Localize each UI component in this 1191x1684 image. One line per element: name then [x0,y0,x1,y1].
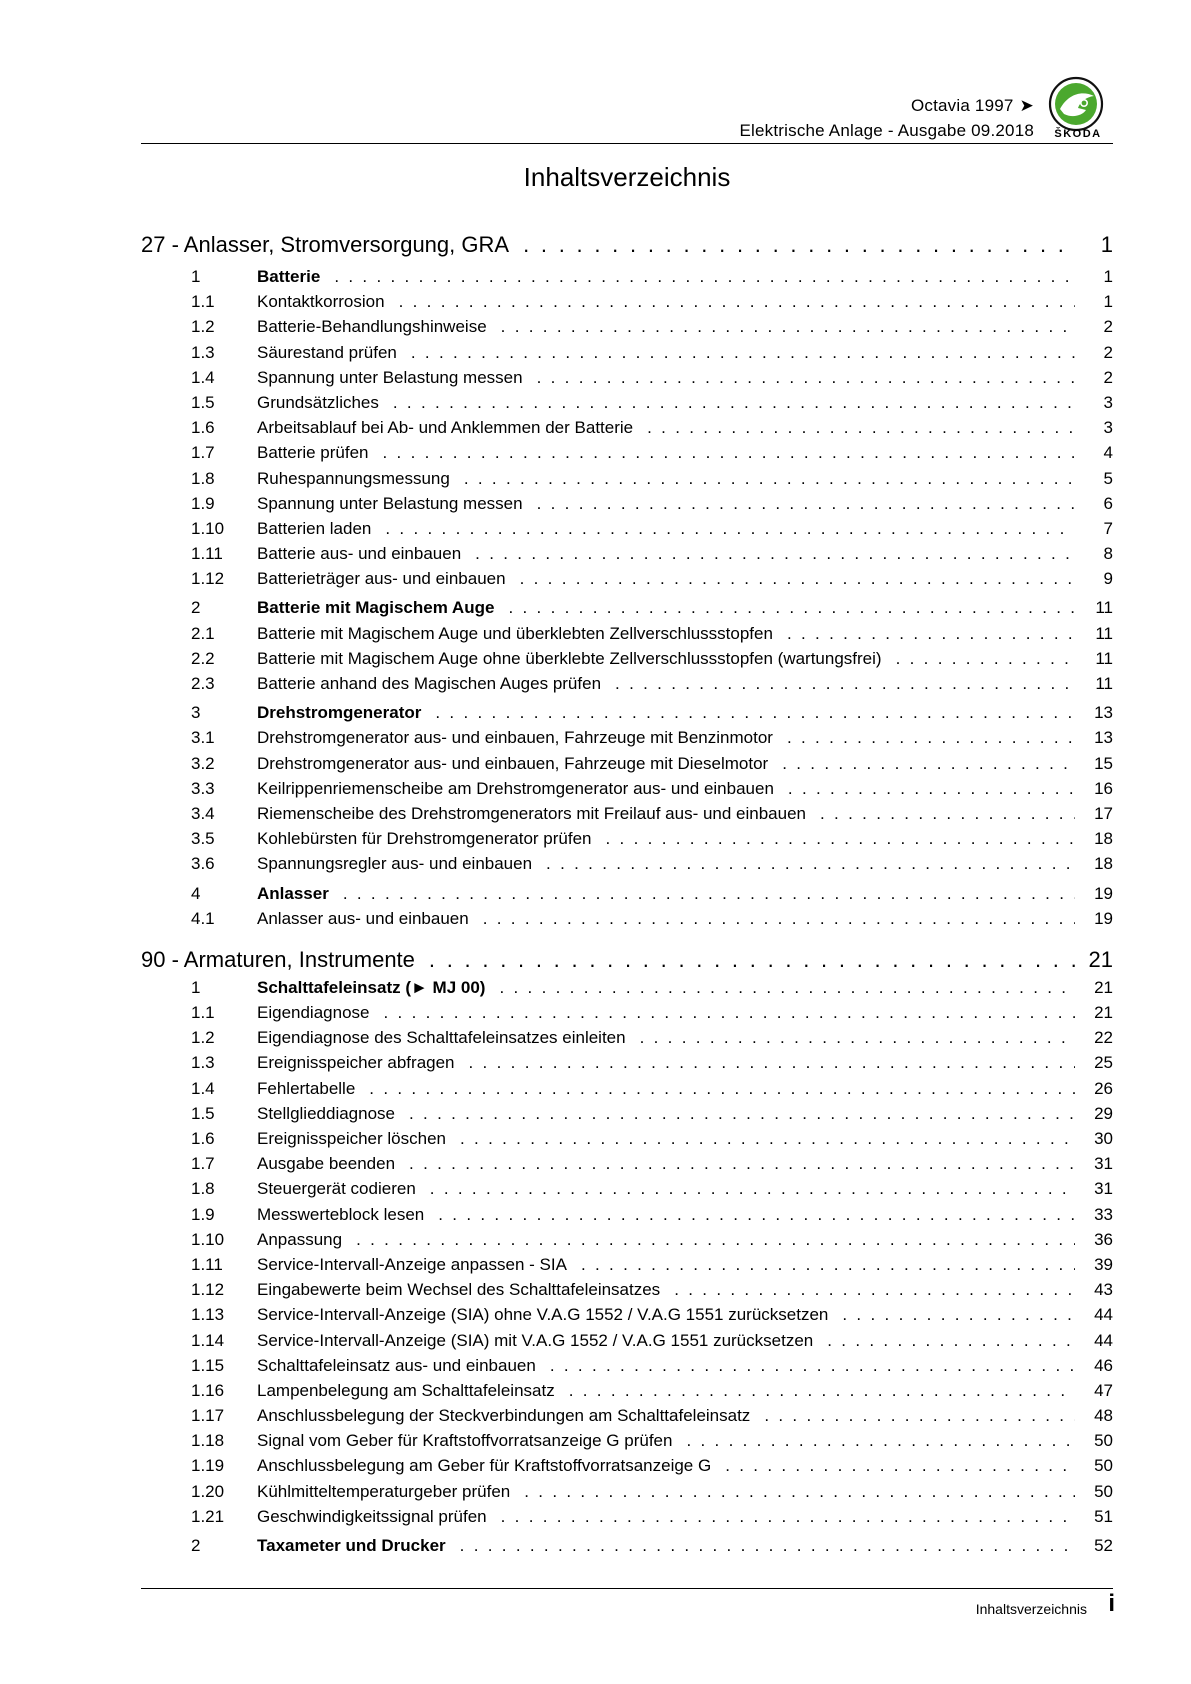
toc-num: 1.16 [191,1380,225,1400]
leader-dots [537,365,1075,390]
leader-dots [369,1076,1075,1101]
leader-dots [383,440,1075,465]
leader-dots [393,390,1075,415]
leader-dots [827,1328,1075,1353]
toc-text: Ereignisspeicher abfragen [257,1053,455,1073]
toc-text: Service-Intervall-Anzeige anpassen - SIA [257,1254,567,1274]
toc-text: Batterieträger aus- und einbauen [257,569,506,589]
toc-text: Keilrippenriemenscheibe am Drehstromgenerator aus- und einbauen [257,778,774,798]
toc-page-number: 21 [1094,1003,1113,1023]
toc-row[interactable] [141,1328,1113,1353]
toc-page-number: 19 [1094,883,1113,903]
toc-page-number: 26 [1094,1078,1113,1098]
toc-page-number: 50 [1094,1431,1113,1451]
leader-dots [537,491,1075,516]
toc-text: Drehstromgenerator [257,703,422,723]
toc-page-number: 5 [1103,468,1113,488]
toc-text: Spannung unter Belastung messen [257,493,523,513]
toc-row[interactable] [141,566,1113,591]
toc-page-number: 44 [1094,1305,1113,1325]
toc-page-number: 25 [1094,1053,1113,1073]
toc-text: Spannung unter Belastung messen [257,367,523,387]
toc-text: Kontaktkorrosion [257,292,385,312]
toc-num: 1.13 [191,1305,225,1325]
toc-page-number: 2 [1103,367,1113,387]
toc-num: 1.11 [191,1254,223,1274]
toc-chapter-title: 27 - Anlasser, Stromversorgung, GRA [141,232,510,257]
toc-row[interactable] [141,1479,1113,1504]
toc-num: 3.4 [191,803,215,823]
toc-row[interactable] [141,1302,1113,1327]
toc-row[interactable] [141,1403,1113,1428]
toc-num: 1.10 [191,518,225,538]
toc-text: Schalttafeleinsatz aus- und einbauen [257,1355,536,1375]
toc-num: 2 [191,598,201,618]
toc-text: Eigendiagnose des Schalttafeleinsatzes einleiten [257,1028,626,1048]
toc-page-number: 21 [1094,977,1113,997]
toc-num: 3.6 [191,854,215,874]
toc-text: Kohlebürsten für Drehstromgenerator prüfen [257,829,592,849]
toc-num: 3.1 [191,728,215,748]
toc-page-number: 13 [1094,703,1113,723]
toc-section-row[interactable] [141,700,1113,725]
toc-page-number: 19 [1094,908,1113,928]
toc-row[interactable] [141,340,1113,365]
leader-dots [523,229,1075,260]
toc-num: 1 [191,977,201,997]
toc-page-number: 6 [1103,493,1113,513]
leader-dots [383,1000,1075,1025]
leader-dots [343,881,1075,906]
toc-num: 1.6 [191,418,215,438]
toc-row[interactable] [141,314,1113,339]
toc-row[interactable] [141,776,1113,801]
toc-text: Riemenscheibe des Drehstromgenerators mit Freilauf aus- und einbauen [257,803,807,823]
toc-num: 1.12 [191,569,225,589]
leader-dots [409,1151,1075,1176]
toc-page-number: 29 [1094,1103,1113,1123]
toc-page-number: 48 [1094,1406,1113,1426]
toc-num: 1.4 [191,1078,215,1098]
toc-text: Eigendiagnose [257,1003,370,1023]
toc-text: Ausgabe beenden [257,1154,396,1174]
leader-dots [520,566,1075,591]
toc-num: 1.1 [191,292,215,312]
toc-text: Batterie aus- und einbauen [257,544,462,564]
toc-text: Steuergerät codieren [257,1179,416,1199]
toc-num: 4 [191,883,201,903]
toc-page-number: 4 [1103,443,1113,463]
footer-divider [141,1588,1113,1589]
toc-num: 1.8 [191,468,215,488]
toc-num: 1.5 [191,1103,215,1123]
toc-page-number: 51 [1094,1506,1113,1526]
leader-dots [438,1202,1075,1227]
toc-text: Batterie mit Magischem Auge und überklebten Zellverschlussstopfen [257,623,773,643]
toc-row[interactable] [141,541,1113,566]
toc-row[interactable] [141,1453,1113,1478]
leader-dots [782,751,1075,776]
leader-dots [787,725,1075,750]
toc-num: 1.9 [191,493,215,513]
toc-text: Batterie-Behandlungshinweise [257,317,487,337]
toc-page-number: 9 [1103,569,1113,589]
toc-num: 1.4 [191,367,215,387]
toc-text: Batterie mit Magischem Auge ohne überklebte Zellverschlussstopfen (wartungsfrei) [257,648,882,668]
toc-row[interactable] [141,1277,1113,1302]
toc-row[interactable] [141,1227,1113,1252]
toc-row[interactable] [141,516,1113,541]
toc-section-row[interactable] [141,1533,1113,1558]
toc-num: 1.14 [191,1330,225,1350]
toc-num: 1.7 [191,1154,215,1174]
toc-text: Fehlertabelle [257,1078,356,1098]
toc-text: Batterie prüfen [257,443,369,463]
toc-num: 2 [191,1536,201,1555]
toc-num: 2.3 [191,674,215,693]
toc-page-number: 2 [1103,342,1113,362]
toc-text: Arbeitsablauf bei Ab- und Anklemmen der Batterie [257,418,634,438]
toc-num: 1.1 [191,1003,215,1023]
toc-page-number: 36 [1094,1229,1113,1249]
toc-text: Spannungsregler aus- und einbauen [257,854,533,874]
leader-dots [409,1101,1075,1126]
toc-row[interactable] [141,646,1113,671]
footer-page-number: i [1108,1590,1115,1617]
arrow-icon: ➤ [1019,96,1034,115]
toc-page-number: 31 [1094,1154,1113,1174]
toc-page-number: 21 [1088,946,1113,972]
toc-row[interactable] [141,1050,1113,1075]
leader-dots [674,1277,1075,1302]
leader-dots [788,776,1075,801]
toc-num: 3.3 [191,778,215,798]
toc-num: 1.12 [191,1280,225,1300]
toc-row[interactable] [141,289,1113,314]
toc-text: Eingabewerte beim Wechsel des Schalttafeleinsatzes [257,1280,661,1300]
toc-num: 1.3 [191,342,215,362]
leader-dots [411,340,1075,365]
page-title: Inhaltsverzeichnis [523,162,731,192]
toc-num: 1.2 [191,317,215,337]
toc-text: Service-Intervall-Anzeige (SIA) ohne V.A.G 1552 / V.A.G 1551 zurücksetzen [257,1305,829,1325]
header-model: Octavia 1997 ➤ [910,96,1034,115]
leader-dots [499,975,1075,1000]
toc-num: 1.20 [191,1481,225,1501]
toc-page-number: 15 [1094,753,1113,773]
toc-row[interactable] [141,1000,1113,1025]
toc-num: 1.21 [191,1506,225,1526]
toc-row[interactable] [141,1504,1113,1529]
toc-num: 2.1 [191,623,215,643]
leader-dots [475,541,1075,566]
toc-chapter-title: 90 - Armaturen, Instrumente [141,946,415,972]
toc-page-number: 8 [1103,544,1113,564]
toc-text: Drehstromgenerator aus- und einbauen, Fahrzeuge mit Benzinmotor [257,728,773,748]
toc-row[interactable] [141,621,1113,646]
toc-row[interactable] [141,1151,1113,1176]
toc-num: 1.15 [191,1355,225,1375]
toc-row[interactable] [141,1252,1113,1277]
toc-page-number: 17 [1094,803,1113,823]
toc-text: Anlasser aus- und einbauen [257,908,469,928]
leader-dots [686,1428,1075,1453]
toc-num: 1.11 [191,544,223,564]
toc-page-number: 11 [1095,623,1113,643]
leader-dots [464,466,1075,491]
leader-dots [399,289,1075,314]
header-divider [141,143,1113,144]
leader-dots [550,1353,1075,1378]
leader-dots [469,1050,1075,1075]
leader-dots [460,1533,1075,1558]
toc-text: Signal vom Geber für Kraftstoffvorratsanzeige G prüfen [257,1431,673,1451]
toc-page-number: 22 [1094,1028,1113,1048]
toc-section-row[interactable] [141,595,1113,620]
toc-text: Anlasser [257,883,329,903]
toc-text: Anpassung [257,1229,343,1249]
leader-dots [435,700,1075,725]
leader-dots [460,1126,1075,1151]
toc-num: 1.9 [191,1204,215,1224]
toc-text: Batterie anhand des Magischen Auges prüfen [257,674,602,693]
toc-page-number: 2 [1103,317,1113,337]
toc-chapter-90[interactable] [141,944,1113,975]
toc-row[interactable] [141,725,1113,750]
toc-page-number: 31 [1094,1179,1113,1199]
leader-dots [615,671,1075,696]
toc-page-number: 18 [1094,854,1113,874]
leader-dots [581,1252,1075,1277]
toc-row[interactable] [141,801,1113,826]
leader-dots [725,1453,1075,1478]
toc-section-row[interactable] [141,264,1113,289]
toc-page-number: 7 [1103,518,1113,538]
toc-section-row[interactable] [141,975,1113,1000]
toc-page-number: 1 [1103,267,1113,286]
toc-num: 1.3 [191,1053,215,1073]
toc-page-number: 1 [1103,292,1113,312]
toc-num: 1.10 [191,1229,225,1249]
toc-text: Ruhespannungsmessung [257,468,450,488]
toc-page-number: 16 [1094,778,1113,798]
leader-dots [647,415,1075,440]
toc-text: Ereignisspeicher löschen [257,1129,446,1148]
toc-chapter-27[interactable] [141,229,1113,260]
table-of-contents [141,229,1113,1558]
toc-num: 1.2 [191,1028,215,1048]
toc-num: 3 [191,703,201,723]
footer-label: Inhaltsverzeichnis [975,1601,1087,1617]
toc-num: 3.5 [191,829,215,849]
toc-page-number: 39 [1094,1254,1113,1274]
toc-text: Service-Intervall-Anzeige (SIA) mit V.A.G 1552 / V.A.G 1551 zurücksetzen [257,1330,814,1350]
toc-row[interactable] [141,1428,1113,1453]
toc-row[interactable] [141,1025,1113,1050]
leader-dots [356,1227,1075,1252]
toc-num: 3.2 [191,753,215,773]
toc-page-number: 11 [1095,674,1113,693]
toc-num: 1.6 [191,1129,215,1148]
leader-dots [787,621,1075,646]
toc-row[interactable] [141,1202,1113,1227]
toc-row[interactable] [141,671,1113,696]
toc-page-number: 1 [1100,232,1113,257]
toc-text: Kühlmitteltemperaturgeber prüfen [257,1481,511,1501]
toc-page-number: 50 [1094,1481,1113,1501]
leader-dots [501,314,1075,339]
toc-page-number: 3 [1103,392,1113,412]
toc-text: Batterie mit Magischem Auge [257,598,495,618]
toc-text: Stellglieddiagnose [257,1103,395,1123]
toc-page-number: 11 [1095,648,1113,668]
toc-row[interactable] [141,415,1113,440]
toc-text: Messwerteblock lesen [257,1204,425,1224]
toc-text: Säurestand prüfen [257,342,397,362]
leader-dots [896,646,1075,671]
leader-dots [508,595,1075,620]
toc-page-number: 50 [1094,1456,1113,1476]
toc-num: 1 [191,267,201,286]
toc-page-number: 3 [1103,418,1113,438]
toc-text: Batterien laden [257,518,372,538]
toc-page-number: 47 [1094,1380,1113,1400]
toc-page-number: 52 [1094,1536,1113,1555]
toc-text: Drehstromgenerator aus- und einbauen, Fahrzeuge mit Dieselmotor [257,753,769,773]
toc-num: 1.7 [191,443,215,463]
toc-row[interactable] [141,1378,1113,1403]
toc-text: Geschwindigkeitssignal prüfen [257,1506,487,1526]
leader-dots [334,264,1075,289]
toc-row[interactable] [141,1126,1113,1151]
toc-text: Lampenbelegung am Schalttafeleinsatz [257,1380,555,1400]
toc-page-number: 43 [1094,1280,1113,1300]
skoda-logo-icon [1048,76,1104,136]
leader-dots [842,1302,1075,1327]
leader-dots [640,1025,1075,1050]
leader-dots [569,1378,1075,1403]
toc-row[interactable] [141,466,1113,491]
leader-dots [501,1504,1075,1529]
leader-dots [546,851,1075,876]
toc-num: 1.19 [191,1456,225,1476]
leader-dots [385,516,1075,541]
brand-wordmark: ŠKODA [1054,128,1102,140]
toc-text: Schalttafeleinsatz (► MJ 00) [257,977,486,997]
toc-page-number: 30 [1094,1129,1113,1148]
toc-num: 1.17 [191,1406,225,1426]
toc-num: 4.1 [191,908,215,928]
toc-text: Grundsätzliches [257,392,379,412]
toc-page-number: 46 [1094,1355,1113,1375]
toc-row[interactable] [141,491,1113,516]
toc-row[interactable] [141,390,1113,415]
leader-dots [429,944,1075,975]
toc-num: 1.8 [191,1179,215,1199]
toc-row[interactable] [141,440,1113,465]
leader-dots [764,1403,1075,1428]
leader-dots [820,801,1075,826]
toc-text: Anschlussbelegung der Steckverbindungen am Schalttafeleinsatz [257,1406,751,1426]
toc-row[interactable] [141,851,1113,876]
toc-row[interactable] [141,906,1113,931]
toc-row[interactable] [141,1353,1113,1378]
toc-section-row[interactable] [141,881,1113,906]
toc-row[interactable] [141,1101,1113,1126]
toc-page-number: 13 [1094,728,1113,748]
leader-dots [483,906,1075,931]
toc-page-number: 33 [1094,1204,1113,1224]
leader-dots [524,1479,1075,1504]
toc-num: 1.5 [191,392,215,412]
toc-row[interactable] [141,365,1113,390]
toc-row[interactable] [141,826,1113,851]
leader-dots [430,1176,1075,1201]
toc-num: 2.2 [191,648,215,668]
leader-dots [606,826,1075,851]
header-subtitle: Elektrische Anlage - Ausgabe 09.2018 [739,121,1034,140]
toc-text: Batterie [257,267,321,286]
toc-row[interactable] [141,1076,1113,1101]
toc-page-number: 44 [1094,1330,1113,1350]
toc-row[interactable] [141,1176,1113,1201]
toc-text: Taxameter und Drucker [257,1536,446,1555]
toc-page-number: 11 [1095,598,1113,618]
toc-num: 1.18 [191,1431,225,1451]
toc-page-number: 18 [1094,829,1113,849]
toc-text: Anschlussbelegung am Geber für Kraftstoffvorratsanzeige G [257,1456,712,1476]
toc-row[interactable] [141,751,1113,776]
